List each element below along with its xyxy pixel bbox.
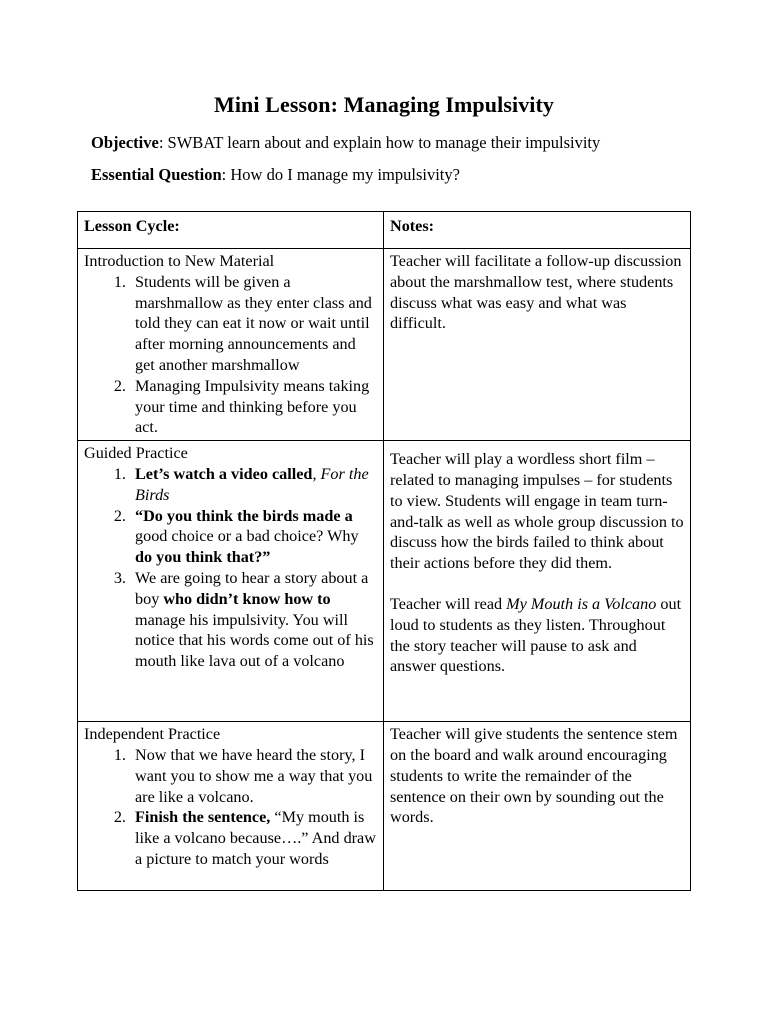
intro-note-cell [384,249,691,441]
table-header-row [78,212,691,249]
video-title: For the Birds [135,464,369,504]
guided-cell [78,441,384,722]
list-item [130,568,377,672]
objective-label: Objective [91,133,159,152]
intro-note: Teacher will facilitate a follow-up discussion about the marshmallow test, where students discuss what was easy and what was difficult. [390,252,682,333]
objective-line [91,133,600,153]
item-text: manage his impulsivity. You will notice that his words come out of his mouth like lava out of a volcano [135,610,374,671]
lesson-table [77,211,691,891]
intro-list [84,272,377,438]
list-item: 1. Now that we have heard the story, I want you to show me a way that you are like a volcano. [130,745,377,807]
notes-header: Notes: [384,212,691,249]
item-text: We are going to hear a story about a boy [135,568,369,608]
guided-title: Guided Practice [84,444,188,463]
item-text: , [312,464,321,483]
guided-list [84,464,377,672]
intro-cell [78,249,384,441]
list-item [130,506,377,568]
page-title: Mini Lesson: Managing Impulsivity [213,92,555,117]
list-item: 1. Students will be given a marshmallow as they enter class and told they can eat it now or wait until after morning announcements and get another marshmallow [130,272,377,376]
list-item [130,807,377,869]
guided-note-cell [384,441,691,722]
independent-note: Teacher will give students the sentence stem on the board and walk around encouraging students to write the remainder of the sentence on their own by sounding out the words. [390,725,678,827]
item-bold-text: do you think that?” [135,548,271,567]
essential-question-line [91,165,460,185]
item-bold-text: Let’s watch a video called [135,464,313,483]
item-text: good choice or a bad choice? Why [135,527,359,546]
independent-list [84,745,377,870]
list-item: 2. Managing Impulsivity means taking your time and thinking before you act. [130,376,377,438]
independent-note-cell [384,722,691,891]
book-title: My Mouth is a Volcano [506,594,657,613]
guided-note-1: Teacher will play a wordless short film – related to managing impulses – for students to view. Students will engage in team turn-and-talk as well as whole group discussion to discuss how the birds failed to think about their actions before they did them. [390,450,684,573]
item-text: “My mouth is like a volcano because….” And draw a picture to match your words [135,808,376,868]
item-bold-text: “Do you think the birds made a [135,506,353,525]
note-text: Teacher will read [390,594,507,613]
table-row-guided [78,441,691,722]
independent-cell [78,722,384,891]
intro-title: Introduction to New Material [84,252,275,270]
independent-title: Independent Practice [84,725,221,744]
guided-note-2 [390,594,684,677]
note-text: out loud to students as they listen. Throughout the story teacher will pause to ask and answer questions. [390,594,682,676]
essential-question-text: : How do I manage my impulsivity? [221,165,460,184]
essential-question-label: Essential Question [91,165,222,184]
table-row-independent [78,722,691,891]
item-bold-text: who didn’t know how to [163,589,331,608]
lesson-cycle-header: Lesson Cycle: [78,212,384,249]
objective-text: : SWBAT learn about and explain how to manage their impulsivity [158,133,601,152]
table-row-intro [78,249,691,441]
list-item [130,464,377,506]
item-bold-text: Finish the sentence, [135,808,271,827]
